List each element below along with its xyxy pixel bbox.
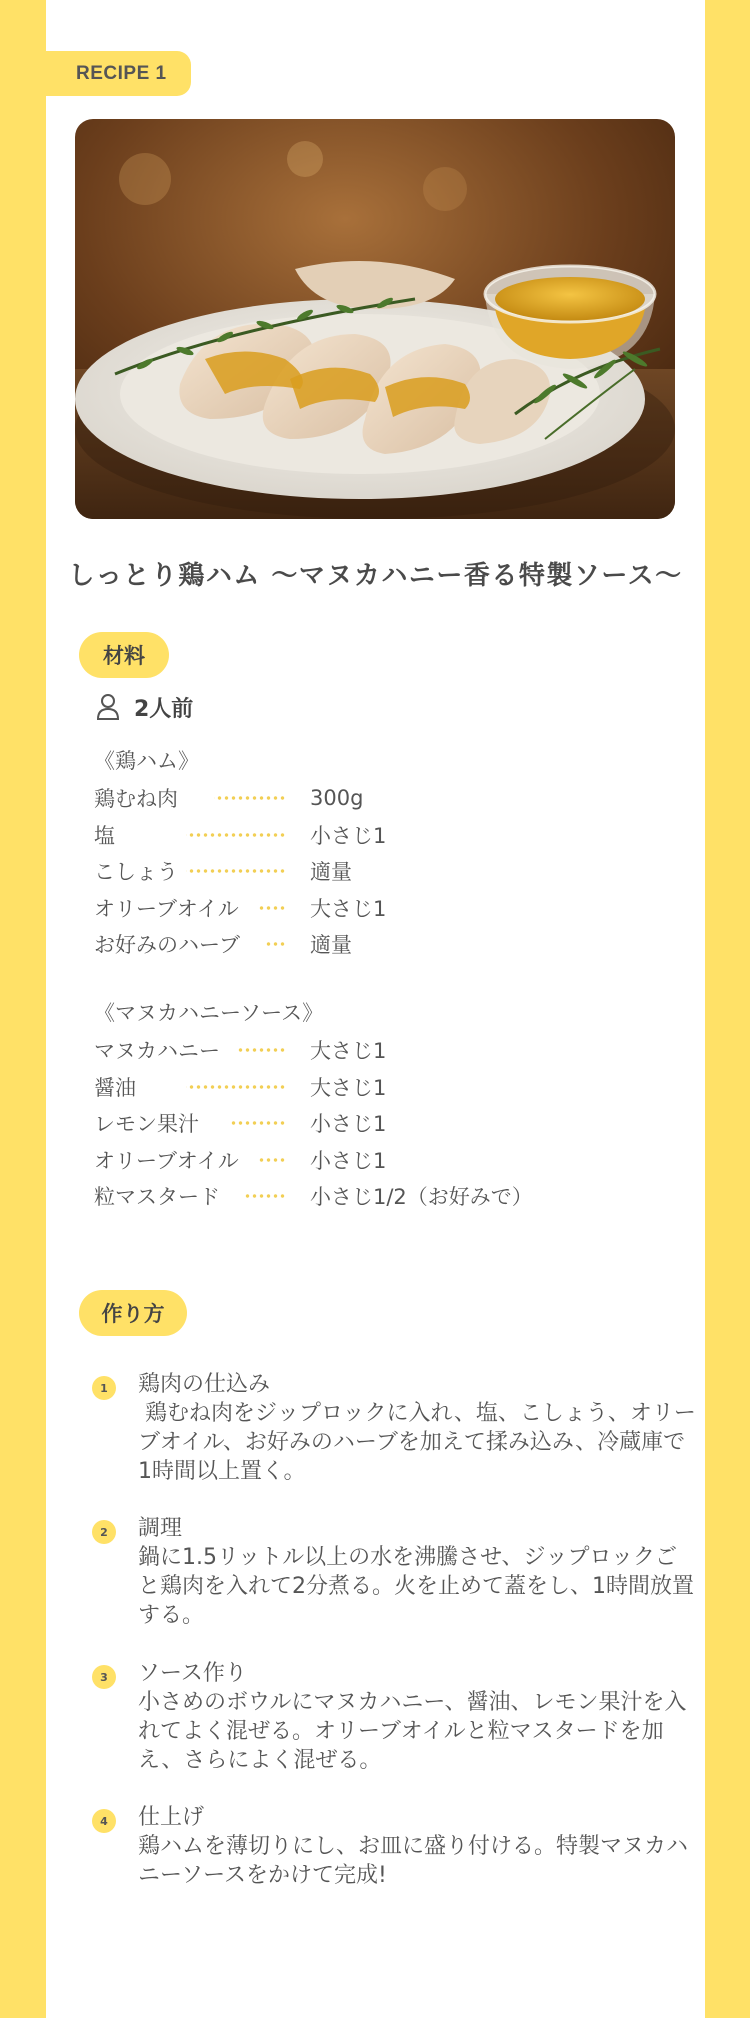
step-body: 鍋に1.5リットル以上の水を沸騰させ、ジップロックごと鶏肉を入れて2分煮る。火を止めて蓋をし、1時間放置する。 [138, 1545, 694, 1628]
dot-leader [258, 1158, 286, 1162]
ingredient-name: 醤油 [94, 1075, 136, 1100]
ingredient-amount: 大さじ1 [310, 1039, 387, 1064]
recipe-title: しっとり鶏ハム 〜マヌカハニー香る特製ソース〜 [68, 561, 683, 591]
ingredient-row [94, 1142, 387, 1179]
ingredient-name: 塩 [94, 823, 115, 848]
step-title: 調理 [138, 1516, 183, 1541]
ingredient-row [94, 890, 387, 927]
step-body: 鶏ハムを薄切りにし、お皿に盛り付ける。特製マヌカハニーソースをかけて完成! [138, 1834, 689, 1888]
dot-leader [265, 942, 286, 946]
ingredient-row [94, 1178, 533, 1215]
dot-leader [244, 1194, 286, 1198]
servings-label: 2人前 [134, 696, 194, 722]
ingredient-amount: 大さじ1 [310, 1075, 387, 1100]
method-step [100, 1659, 698, 1775]
ingredient-name: 粒マスタード [94, 1185, 220, 1210]
dot-leader [230, 1121, 286, 1125]
ingredient-name: マヌカハニー [94, 1039, 220, 1064]
step-title: 仕上げ [138, 1805, 205, 1830]
dot-leader [237, 1048, 286, 1052]
dot-leader [186, 833, 286, 837]
method-section-label: 作り方 [79, 1290, 187, 1336]
ingredient-row [94, 817, 387, 854]
step-title: ソース作り [138, 1661, 247, 1686]
ingredient-row [94, 780, 364, 817]
dot-leader [186, 1085, 286, 1089]
person-outline-icon [96, 693, 120, 721]
ingredient-name: お好みのハーブ [94, 933, 240, 958]
ingredient-name: オリーブオイル [94, 1148, 239, 1173]
ingredient-row [94, 926, 352, 963]
ingredient-row [94, 1032, 387, 1069]
method-step [100, 1803, 698, 1890]
step-number-badge: 1 [92, 1376, 116, 1400]
ingredient-group-heading: 《鶏ハム》 [94, 749, 199, 773]
step-title: 鶏肉の仕込み [138, 1372, 271, 1397]
ingredient-amount: 小さじ1/2（お好みで） [310, 1185, 533, 1210]
recipe-card [46, 0, 705, 2018]
servings [96, 690, 193, 724]
ingredient-amount: 小さじ1 [310, 1112, 387, 1137]
ingredient-amount: 300g [310, 786, 364, 811]
step-number-badge: 2 [92, 1520, 116, 1544]
ingredient-amount: 小さじ1 [310, 1148, 387, 1173]
method-step [100, 1370, 698, 1486]
ingredient-amount: 適量 [310, 860, 352, 885]
dot-leader [186, 869, 286, 873]
recipe-photo [75, 119, 675, 519]
ingredient-name: こしょう [94, 860, 178, 885]
ingredient-amount: 大さじ1 [310, 896, 387, 921]
step-number-badge: 4 [92, 1809, 116, 1833]
ingredient-name: オリーブオイル [94, 896, 239, 921]
ingredient-amount: 適量 [310, 933, 352, 958]
dot-leader [258, 906, 286, 910]
ingredient-row [94, 1069, 387, 1106]
ingredient-amount: 小さじ1 [310, 823, 387, 848]
recipe-number-tag: RECIPE 1 [46, 51, 191, 96]
step-body: 鶏むね肉をジップロックに入れ、塩、こしょう、オリーブオイル、お好みのハーブを加えて揉み込み、冷蔵庫で1時間以上置く。 [138, 1401, 696, 1484]
ingredient-name: レモン果汁 [94, 1112, 199, 1137]
ingredients-section-label: 材料 [79, 632, 169, 678]
ingredient-group-chicken-ham [94, 743, 387, 963]
dish-photo-illustration [75, 119, 675, 519]
dot-leader [214, 796, 286, 800]
ingredient-group-manuka-sauce [94, 995, 533, 1215]
step-number-badge: 3 [92, 1665, 116, 1689]
step-body: 小さめのボウルにマヌカハニー、醤油、レモン果汁を入れてよく混ぜる。オリーブオイルと粒マスタードを加え、さらによく混ぜる。 [138, 1690, 687, 1773]
ingredient-name: 鶏むね肉 [94, 787, 178, 812]
ingredient-group-heading: 《マヌカハニーソース》 [94, 1001, 324, 1025]
ingredient-row [94, 853, 352, 890]
ingredient-row [94, 1105, 387, 1142]
method-step [100, 1514, 698, 1630]
